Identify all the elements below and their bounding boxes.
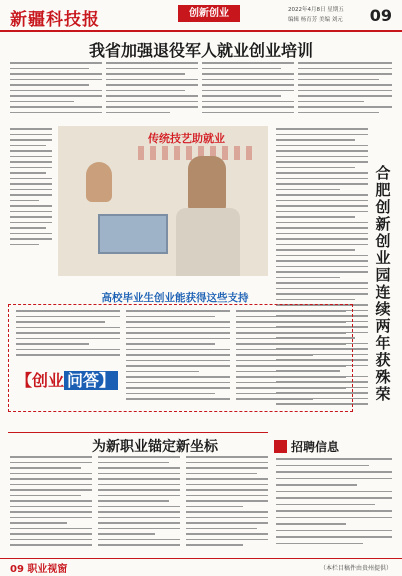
qa-column-2	[126, 310, 230, 408]
recruit-heading	[274, 436, 394, 452]
photo-figure-left	[86, 162, 112, 202]
recruit-marker-icon	[274, 440, 287, 453]
bottom-column-1	[10, 456, 92, 556]
news-photo	[58, 126, 268, 276]
lead-column-1	[10, 62, 102, 122]
lead-column-2	[106, 62, 198, 122]
qa-column-3	[236, 310, 346, 408]
section-badge: 创新创业	[178, 5, 240, 22]
recruit-title: 招聘信息	[291, 440, 340, 454]
page-footer	[0, 560, 402, 576]
photo-figure-body	[176, 208, 240, 276]
footer-rule	[0, 558, 402, 559]
bottom-column-2	[98, 456, 180, 556]
bottom-column-3	[186, 456, 268, 556]
qa-label	[16, 368, 118, 391]
qa-label-prefix: 【创业	[16, 371, 65, 390]
photo-side-text	[10, 128, 52, 278]
newspaper-name: 新疆科技报	[10, 10, 100, 30]
page-number: 09	[369, 6, 392, 25]
qa-headline: 高校毕业生创业能获得这些支持	[101, 292, 249, 304]
lead-headline: 我省加强退役军人就业创业培训	[88, 41, 313, 60]
masthead	[0, 0, 402, 32]
qa-column-1	[16, 310, 120, 364]
footer-section-name: 09 职业视窗	[10, 564, 68, 575]
qa-label-highlight: 问答】	[64, 371, 118, 390]
photo-caption: 传统技艺助就业	[148, 132, 225, 145]
recruit-listings	[276, 458, 392, 554]
footer-note: （本栏目稿件由贵州提供）	[319, 565, 392, 572]
photo-figure-main	[188, 156, 226, 212]
editor-credit: 编辑 杨育芳 美编 刘元	[288, 17, 343, 23]
lead-column-3	[202, 62, 294, 122]
lead-column-4	[298, 62, 392, 122]
issue-date: 2022年4月8日 星期五	[288, 7, 344, 13]
photo-artwork	[98, 214, 168, 254]
side-article-headline: 合肥创新创业园连续两年获殊荣	[375, 164, 391, 403]
bottom-headline: 为新职业锚定新坐标	[92, 439, 218, 455]
section-divider	[8, 432, 268, 433]
